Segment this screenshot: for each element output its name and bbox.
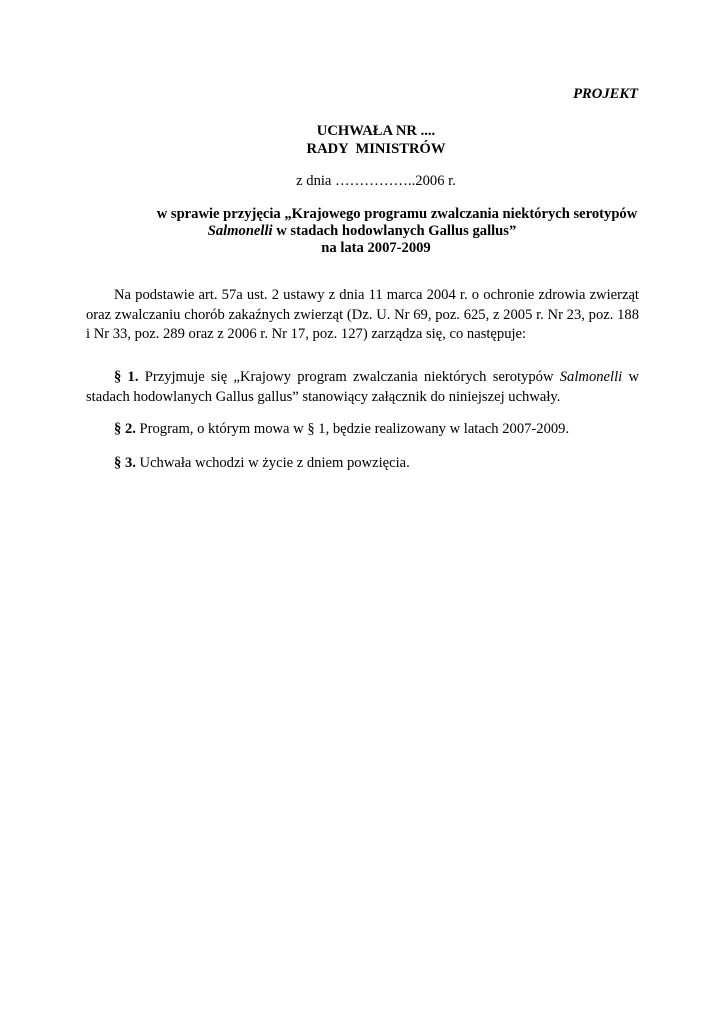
section-2 [86,420,639,440]
section-2-number: § 2. [114,421,136,437]
subject-line-3: na lata 2007-2009 [321,240,431,256]
issuer-name: RADY MINISTRÓW [306,141,446,157]
subject-block [0,206,724,257]
legal-basis-text: Na podstawie art. 57a ust. 2 ustawy z dnia 11 marca 2004 r. o ochronie zdrowia zwierząt oraz zwalczaniu chorób zakaźnych zwierząt (Dz. U. Nr 69, poz. 625, z 2005 r. Nr 23, poz. 188 i Nr 33, poz. 289 oraz z 2006 r. Nr 17, poz. 127) zarządza się, co następuje: [86,287,639,342]
date-text: z dnia ……………..2006 r. [296,173,456,189]
draft-label: PROJEKT [573,86,638,102]
subject-line-2 [0,223,724,240]
subject-line-1: w sprawie przyjęcia „Krajowego programu zwalczania niektórych serotypów [156,206,638,222]
date-line [0,172,724,190]
resolution-heading [0,122,724,158]
section-1-text-before: Przyjmuje się „Krajowy program zwalczania niektórych serotypów [138,369,560,385]
section-1 [86,368,639,407]
resolution-title: UCHWAŁA NR .... [316,123,436,139]
section-1-italic-term: Salmonelli [559,369,623,385]
subject-line-2-rest: w stadach hodowlanych Gallus gallus” [272,223,517,239]
section-3-text: Uchwała wchodzi w życie z dniem powzięcia. [135,455,410,471]
legal-basis-paragraph [86,286,639,345]
section-1-number: § 1. [114,369,139,385]
subject-italic-term: Salmonelli [207,223,273,239]
section-3-number: § 3. [114,455,136,471]
section-1-text-after: w stadach hodowlanych Gallus gallus” stanowiący załącznik do niniejszej uchwały. [86,369,639,405]
section-3 [86,454,639,474]
section-2-text: Program, o którym mowa w § 1, będzie realizowany w latach 2007-2009. [135,421,570,437]
